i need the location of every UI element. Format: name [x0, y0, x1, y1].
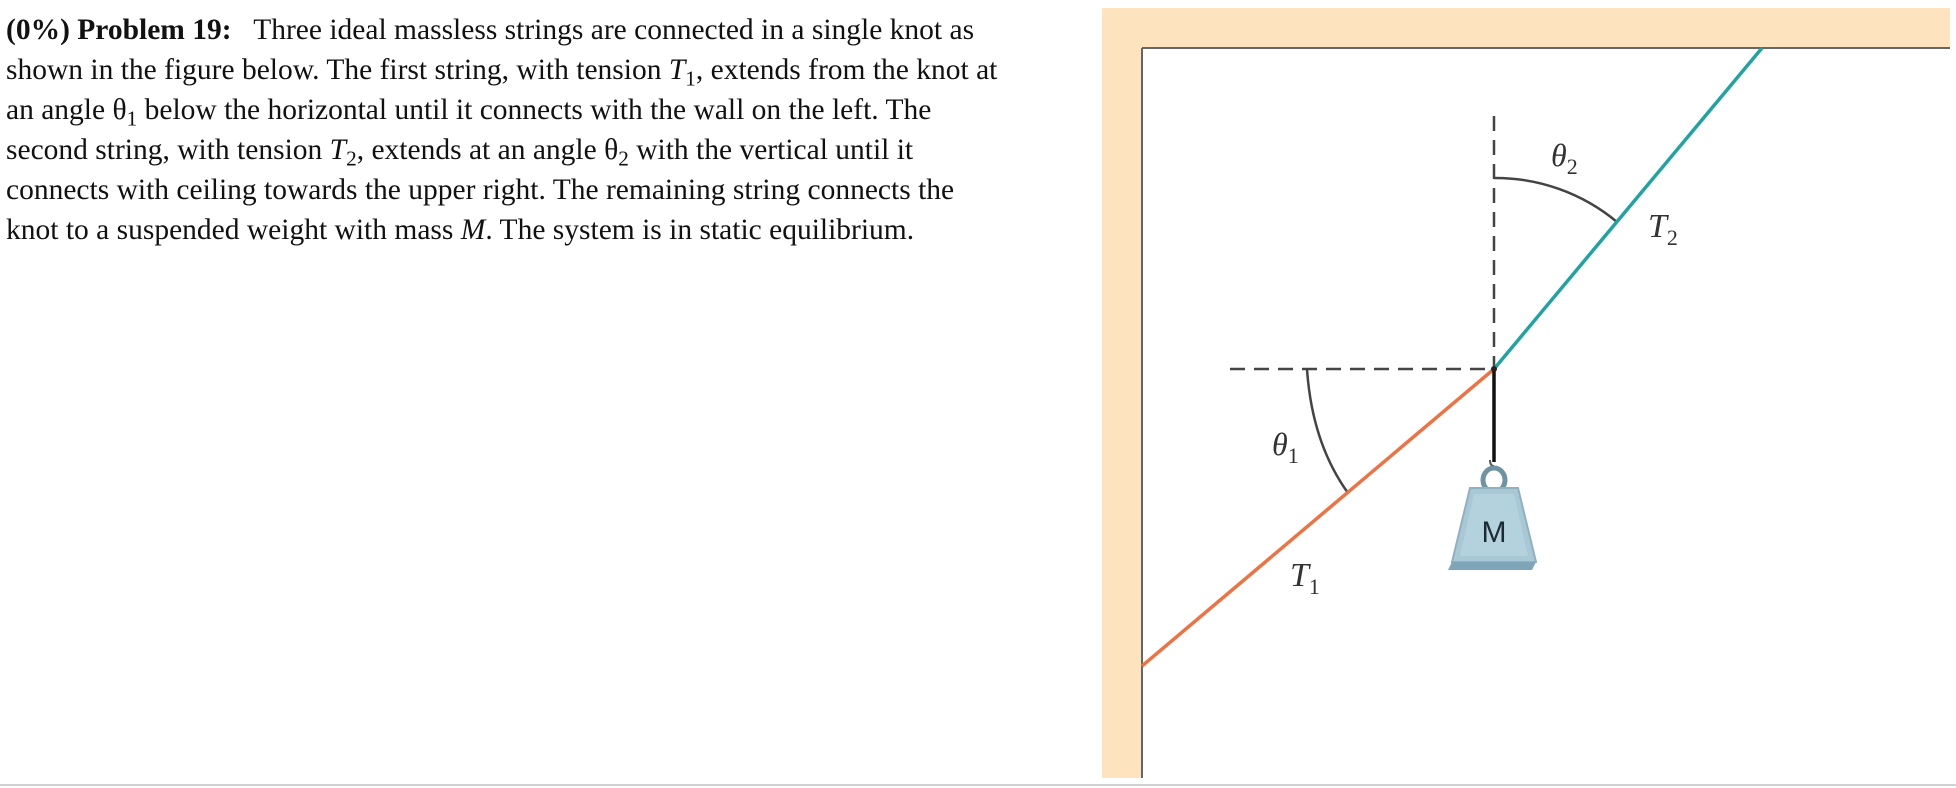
- t2-label: [1648, 208, 1678, 250]
- mass-label: M: [1481, 516, 1507, 549]
- problem-statement: [6, 10, 1086, 250]
- string-t1: [1142, 369, 1494, 666]
- problem-text-line-5: connects with ceiling towards the upper right. The remaining string connects the: [6, 174, 955, 206]
- bottom-border: [0, 784, 1956, 786]
- theta1-label: [1272, 426, 1299, 468]
- theta1-arc: [1307, 369, 1348, 493]
- knot: [1491, 366, 1497, 372]
- problem-text-line-2b: , extends from the knot at: [695, 54, 998, 86]
- tension-t2-sub: 2: [346, 146, 357, 171]
- tension-t2-var: T: [329, 134, 347, 166]
- theta2-symbol: θ: [1551, 137, 1567, 173]
- problem-text-line-1: Three ideal massless strings are connected in a single knot as: [253, 14, 975, 46]
- problem-text-line-4a: second string, with tension: [6, 134, 330, 166]
- problem-text-line-4b: , extends at an angle θ: [356, 134, 619, 166]
- problem-text-line-3b: below the horizontal until it connects with the wall on the left. The: [137, 94, 932, 126]
- theta2-label-sub: 2: [1566, 154, 1578, 179]
- theta2-sub: 2: [618, 146, 629, 171]
- problem-line-6: [6, 210, 1086, 250]
- left-wall: [1102, 8, 1142, 778]
- t1-symbol: T: [1290, 557, 1309, 594]
- problem-text-line-6b: . The system is in static equilibrium.: [485, 214, 915, 246]
- t2-label-sub: 2: [1666, 225, 1678, 250]
- theta1-label-sub: 1: [1287, 443, 1299, 468]
- theta2-label: [1551, 137, 1578, 179]
- knot-figure: [1102, 8, 1950, 778]
- mass-var: M: [460, 214, 486, 246]
- theta2-arc: [1494, 178, 1617, 222]
- problem-text-line-2a: shown in the figure below. The first string, with tension: [6, 54, 669, 86]
- problem-text-line-6a: knot to a suspended weight with mass: [6, 214, 461, 246]
- t2-symbol: T: [1648, 208, 1667, 245]
- t1-label: [1290, 557, 1320, 599]
- problem-line-5: [6, 170, 1086, 210]
- problem-percent: (0%): [6, 14, 70, 46]
- t1-label-sub: 1: [1308, 574, 1320, 599]
- problem-text-line-4c: with the vertical until it: [628, 134, 914, 166]
- problem-line-1: [6, 10, 1086, 50]
- problem-line-2: [6, 50, 1086, 90]
- tension-t1-var: T: [668, 54, 686, 86]
- problem-number: Problem 19:: [77, 14, 232, 46]
- problem-line-4: [6, 130, 1086, 170]
- ceiling: [1102, 8, 1950, 48]
- theta1-sub: 1: [126, 106, 138, 131]
- weight-icon: [1448, 460, 1536, 570]
- theta1-symbol: θ: [1272, 426, 1288, 462]
- problem-text-line-3a: an angle θ: [6, 94, 127, 126]
- tension-t1-sub: 1: [685, 66, 696, 91]
- string-t2: [1494, 48, 1762, 369]
- problem-line-3: [6, 90, 1086, 130]
